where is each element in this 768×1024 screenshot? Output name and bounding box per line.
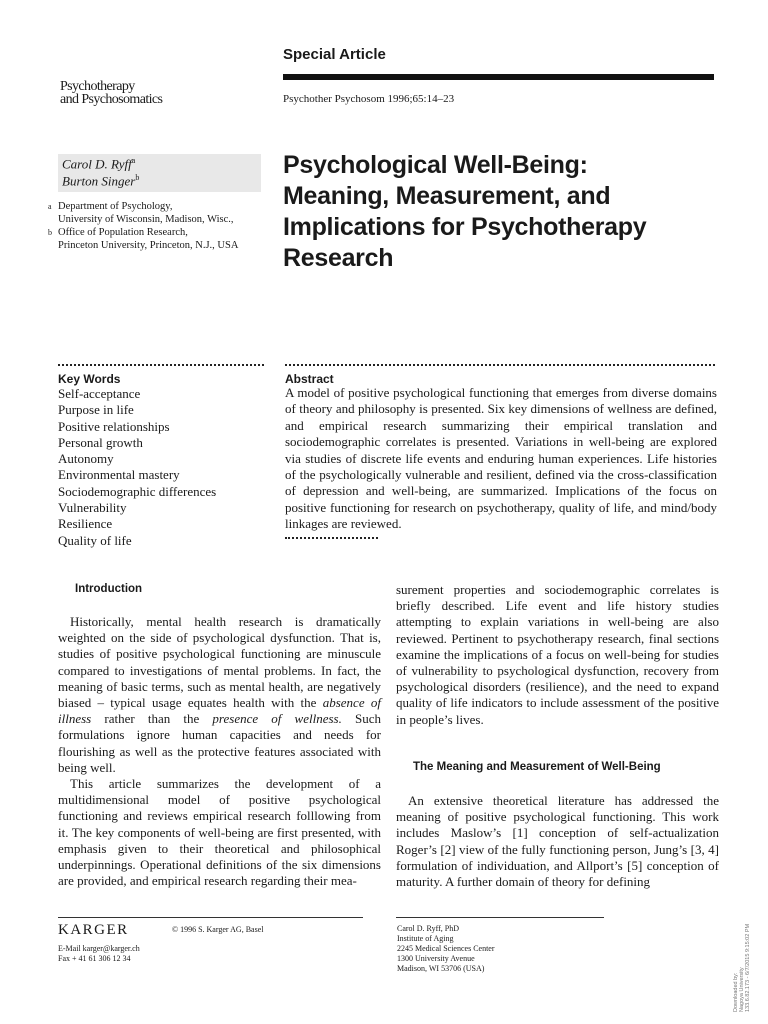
- journal-logo: [60, 80, 162, 106]
- footer-rule-left: [58, 917, 363, 918]
- copyright: © 1996 S. Karger AG, Basel: [172, 925, 264, 934]
- author-name: Carol D. Ryff$^a$: [62, 156, 136, 172]
- header-rule: [283, 74, 714, 80]
- section-label: Special Article: [283, 46, 386, 63]
- abstract-heading: Abstract: [285, 372, 334, 386]
- keywords-separator: [58, 364, 264, 366]
- download-stamp: Downloaded by: Nagoya University 133.6.82.173 - 6/7/2015 9:15:02 PM: [733, 923, 751, 1012]
- affiliation: a Department of Psychology, University of Wisconsin, Madison, Wisc.,: [48, 201, 234, 225]
- publisher-fax: Fax + 41 61 306 12 34: [58, 954, 131, 963]
- abstract-end-separator: [285, 537, 378, 539]
- paragraph: Historically, mental health research is dramatically weighted on the side of psychological dysfunction. That is, studies of positive psychological functioning are minuscule compared to investigations of mental problems. In fact, the meaning of basic terms, such as mental health, are negatively biased – typical usage equates health with the absence of illness rather than the presence of wellness. Such formulations ignore human capacities and needs for flourishing as well as the protective features associated with being well.: [58, 614, 382, 775]
- abstract-separator: [285, 364, 715, 366]
- article-title: Psychological Well-Being: Meaning, Measurement, and Implications for Psychotherapy Research: [283, 151, 647, 272]
- abstract-text: A model of positive psychological functioning that emerges from diverse domains of theory and philosophy is presented. Six key dimensions of wellness are defined, and empirical research summarizing their empirical translation and sociodemographic correlates is presented. Variations in well-being are explored via studies of discrete life events and enduring human experiences. Life histories of the psychologically vulnerable and resilient, defined via the cross-classification of depression and well-being, are summarized. Implications of the focus on positive functioning for research on psychotherapy, quality of life, and mind/body linkages are reviewed.: [285, 385, 717, 532]
- publisher-logo: KARGER: [58, 922, 129, 938]
- paragraph: This article summarizes the development of a multidimensional model of positive psychological functioning and reviews empirical research folllowing from it. The key components of well-being are first presented, with emphasis given to their theoretical and philosophical underpinnings. Operational definitions of the six dimensions are provided, and empirical research regarding their mea-: [58, 776, 381, 889]
- author-name: Burton Singer$^b$: [62, 173, 140, 189]
- journal-logo-line2: and Psychosomatics: [60, 92, 163, 107]
- correspondence-address: Carol D. Ryff, PhD Institute of Aging 2245 Medical Sciences Center 1300 University Avenue Madison, WI 53706 (USA): [397, 924, 495, 973]
- citation: Psychother Psychosom 1996;65:14–23: [283, 93, 455, 105]
- keyword: Quality of life: [58, 532, 132, 548]
- section-heading: The Meaning and Measurement of Well-Being: [413, 761, 661, 773]
- publisher-email: E-Mail karger@karger.ch: [58, 944, 140, 953]
- keyword: Sociodemographic differences: [58, 483, 217, 499]
- paragraph: An extensive theoretical literature has addressed the meaning of positive psychological functioning. This work includes Maslow’s [1] conception of self-actualization Roger’s [2] view of the fully functioning person, Jung’s [3, 4] formulation of individuation, and Allport’s [5] conception of maturity. A further domain of theory for defining: [396, 793, 719, 890]
- introduction-heading: Introduction: [75, 583, 143, 595]
- keyword: Positive relationships: [58, 418, 170, 434]
- footer-rule-right: [396, 917, 604, 918]
- keyword: Purpose in life: [58, 402, 134, 418]
- keyword: Environmental mastery: [58, 467, 180, 483]
- section-body: [396, 793, 719, 890]
- keywords-heading: Key Words: [58, 372, 121, 386]
- paragraph: surement properties and sociodemographic correlates is briefly described. Life event and life history studies attempting to explain variations in well-being are also reviewed. Pertinent to psychotherapy research, final sections examine the implications of a focus on well-being for studies of vulnerability to psychological dysfunction, recovery from psychological disorders (resilience), and the need to expand quality of life indicators to include assessment of the positive in people’s lives.: [396, 582, 719, 727]
- keyword: Resilience: [58, 516, 113, 532]
- keyword: Personal growth: [58, 434, 143, 450]
- continuation-text: [396, 582, 719, 728]
- keyword: Autonomy: [58, 451, 114, 467]
- keyword: Vulnerability: [58, 500, 127, 516]
- affiliation: b Office of Population Research, Princeton University, Princeton, N.J., USA: [48, 227, 239, 251]
- keyword: Self-acceptance: [58, 386, 141, 401]
- introduction-body: [58, 614, 381, 889]
- keywords-list: [58, 386, 216, 549]
- journal-logo-line1: Psychotherapy: [60, 79, 135, 94]
